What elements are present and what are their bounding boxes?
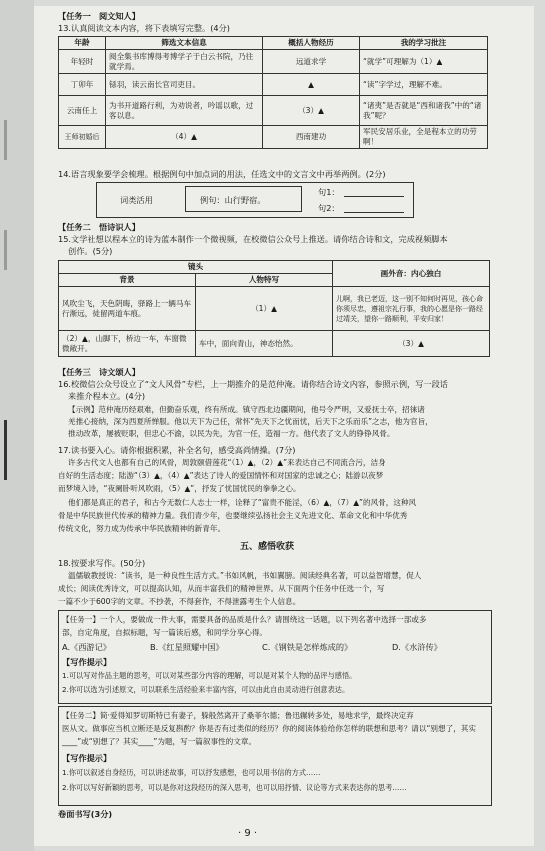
q16-example-line: 推动改革，屡被贬职，但忠心不渝，以民为先，为官一任，造福一方。他代表了文人的铮铮风骨。	[68, 429, 395, 438]
answer-line	[344, 212, 404, 213]
task1-title: 【任务一 阅文知人】	[58, 11, 140, 21]
table-cell: 军民安居乐业，全是程本立的功劳啊！	[360, 126, 488, 149]
table-header: 概括人物经历	[263, 37, 360, 50]
task2-title: 【任务二 悟诗识人】	[58, 222, 140, 232]
table-cell: （4）▲	[106, 126, 263, 149]
q17-line: 许多古代文人也都有自己的风骨，周敦颐借莲花“（1）▲，（2）▲”来表达自己不同流合污，洁身	[68, 458, 386, 467]
q14-sentence1: 句1：	[318, 187, 340, 197]
table-cell: “诸夷”是否就是“西和诸我”中的“诸我”呢？	[360, 96, 488, 126]
q13-text: 13.认真阅读文本内容，将下表填写完整。(4分)	[58, 23, 230, 33]
table-cell: （3）▲	[333, 331, 490, 357]
option-d: D.《水浒传》	[392, 642, 442, 652]
task-a-line: 部，自定角度，自拟标题，写一篇读后感，和同学分享心得。	[62, 628, 268, 637]
task-a-req-title: 【写作提示】	[62, 657, 112, 667]
table-cell: ▲	[263, 74, 360, 96]
q15-line1: 15.文学社想以程本立的诗为蓝本制作一个微视频，在校微信公众号上推送。请你结合诗和文，完成视频脚本	[58, 234, 448, 244]
table-cell: （1）▲	[196, 287, 333, 331]
q16-line2: 来推介程本立。(4分)	[68, 391, 146, 401]
table-cell: 年轻时	[59, 50, 106, 74]
q14-example: 例句：山行野宿。	[200, 195, 266, 205]
task-b-line: 医从文。做事应当机立断还是反复斟酌？你是否有过类似的经历？你的阅读体验给你怎样的联想和思考？请以“别想了，其实	[62, 724, 476, 733]
task-b-line: ____”或“别想了？其实____”为题，写一篇叙事性的文章。	[62, 737, 257, 746]
table-cell: 铩羽，读云南长官司吏目。	[106, 74, 263, 96]
table-cell: 西南建功	[263, 126, 360, 149]
q17-line: 传统文化，努力成为传承中华民族精神的新青年。	[58, 524, 226, 533]
task-a-req: 1.可以写对作品主题的思考，可以对某些部分内容的理解，可以是对某个人物的品评与感悟。	[62, 671, 357, 680]
q14-label: 词类活用	[120, 195, 153, 205]
q14-sentence2: 句2：	[318, 203, 340, 213]
q17-text: 17.读书要入心。请你根据积累，补全名句，感受高尚情操。(7分)	[58, 445, 296, 455]
table-header: 背景	[59, 274, 196, 287]
table-cell: （3）▲	[263, 96, 360, 126]
q14-text: 14.语言现象要学会梳理。根据例句中加点词的用法，任选文中的文言文中再举两例。(2分)	[58, 169, 386, 179]
q16-example-line: 羌推心接纳，深为西夏所惮服。他以天下为己任，常怀“先天下之忧而忧，后天下之乐而乐”之志，他为官旨，	[68, 417, 433, 426]
table-13	[58, 36, 488, 149]
q15-line2: 创作。(5分)	[68, 246, 113, 256]
table-cell: 远道求学	[263, 50, 360, 74]
q17-line: 骨是中华民族世代传承的精神力量。我们青少年，也要继续弘扬社会主义先进文化、革命文化和中华优秀	[58, 511, 408, 520]
table-cell: 丁卯年	[59, 74, 106, 96]
table-cell: 王师初婚后	[59, 126, 106, 149]
task3-title: 【任务三 诗文颂人】	[58, 367, 140, 377]
table-15	[58, 260, 490, 357]
binding-mark	[4, 120, 7, 160]
table-header: 我的学习批注	[360, 37, 488, 50]
table-cell: 云南任上	[59, 96, 106, 126]
option-b: B.《红星照耀中国》	[150, 642, 224, 652]
task-a-line: 【任务一】一个人，要做成一件大事，需要具备的品质是什么？请围绕这一话题，以下列名著中选择一部或多	[62, 615, 427, 624]
answer-line	[344, 196, 404, 197]
q16-line1: 16.校微信公众号设立了“文人风骨”专栏，上一期推介的是范仲淹。请你结合诗文内容，参照示例，写一段话	[58, 379, 448, 389]
table-cell: “读”字学过，理解不难。	[360, 74, 488, 96]
task-b-req-title: 【写作提示】	[62, 753, 112, 763]
section-title: 五、感悟收获	[240, 542, 295, 552]
table-cell: （2）▲，山脚下，桥边一车，车窗微微敞开。	[59, 331, 196, 357]
page-number: · 9 ·	[238, 828, 258, 839]
table-cell: 阅全集书库博得考博学子于白云书院，乃往就学焉。	[106, 50, 263, 74]
writing-score: 卷面书写(3分)	[58, 809, 113, 819]
table-header: 画外音：内心独白	[333, 261, 490, 287]
q18-line: 一篇不少于600字的文章。不抄袭，不得套作，不得泄露考生个人信息。	[58, 597, 301, 606]
q18-line: 成长；阅读优秀诗文，可以提高认知，从而丰富我们的精神世界。从下面两个任务中任选一个，写	[58, 584, 385, 593]
task-a-req: 2.你可以选为引述原文，可以联系生活经验来丰富内容，可以由此自由灵动进行创意表达。	[62, 685, 350, 694]
table-header: 人物特写	[196, 274, 333, 287]
task-b-req: 2.你可以写好新颖的思考，可以是你对这段经历的深入思考，也可以用抒情、议论等方式来表达你的思考……	[62, 783, 407, 792]
q16-example-line: 【示例】范仲淹历经艰难，但勤奋乐观，终有所成。镇守西北边疆期间，他号令严明，又爱抚士卒，招徕诸	[68, 405, 425, 414]
binding-mark	[4, 230, 7, 270]
task-b-line: 【任务二】简·爱得知罗切斯特已有妻子，躲般然离开了桑菲尔德；鲁迅辗转多处，易地求学，最终决定弃	[62, 711, 414, 720]
table-cell: 风吹尘飞，天色阴晦，驿路上一辆马车行渐远，徒留两道车痕。	[59, 287, 196, 331]
option-c: C.《钢铁是怎样炼成的》	[262, 642, 353, 652]
table-header: 镜头	[59, 261, 333, 274]
table-cell: 儿啊，我已老迈，这一别不知何时再见，孩心命你须尽忠，遵祖宗礼行事，我的心愿是你一路经过靖关，望你一路顺利，平安归家！	[333, 287, 490, 331]
table-cell: “就学”可理解为（1）▲	[360, 50, 488, 74]
table-header: 年龄	[59, 37, 106, 50]
page-edge	[0, 0, 34, 851]
option-a: A.《西游记》	[62, 642, 111, 652]
q18-text: 18.按要求写作。(50分)	[58, 558, 146, 568]
task-b-req: 1.你可以叙述自身经历，可以讲述故事，可以抒发感想，也可以用书信的方式……	[62, 768, 321, 777]
table-header: 筛选文本信息	[106, 37, 263, 50]
q17-line: 自好的生活态度；陆游“（3）▲，（4）▲”表达了诗人的爱国情怀和对国家的忠诚之心；陆游以夜梦	[58, 471, 384, 480]
table-cell: 为书开道路行利，为劝说者，吟谣以歌，过客以息。	[106, 96, 263, 126]
table-cell: 车中，面向青山，神态怡然。	[196, 331, 333, 357]
q18-line: 温儒敏教授说：“读书，是一种良性生活方式。”书如风帆，书如翼膀。阅读经典名著，可以益智增慧，促人	[68, 571, 422, 580]
binding-mark	[4, 420, 7, 480]
q17-line: 而梦境入诗，“夜阑卧听风吹雨，（5）▲”，抒发了忧国忧民的拳拳之心。	[58, 484, 301, 493]
q17-line: 他们都是真正的君子，和古今无数仁人志士一样，诠释了“富贵不能淫，（6）▲，（7）▲”的风骨，这种风	[68, 498, 417, 507]
